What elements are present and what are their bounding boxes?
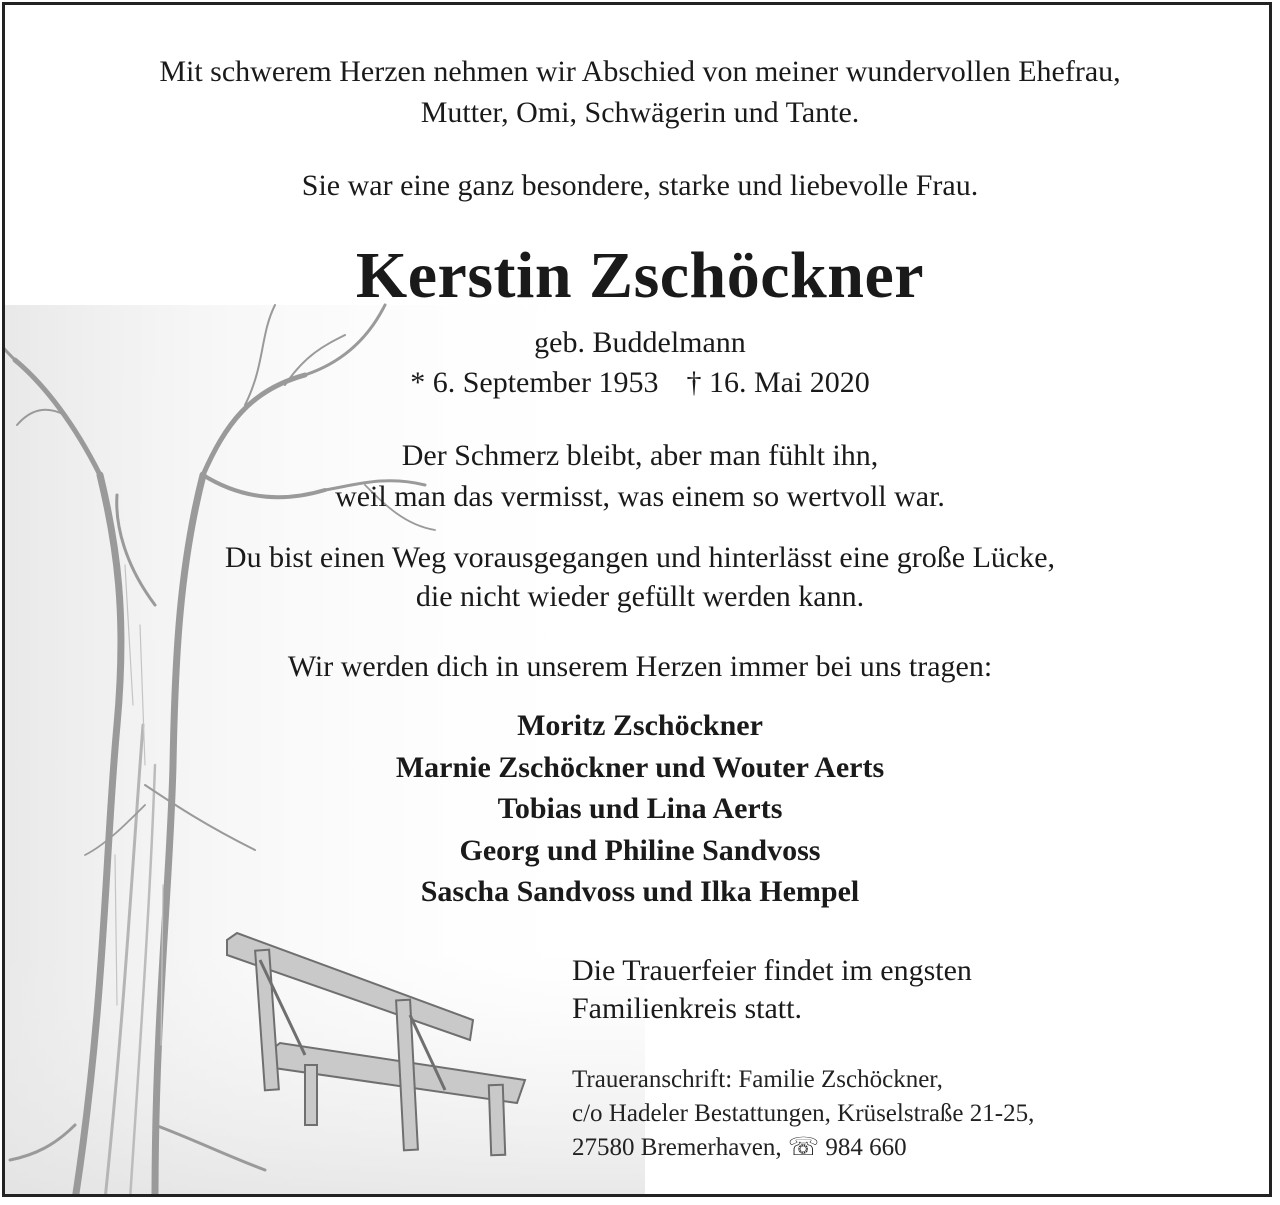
verse-two bbox=[5, 538, 1272, 616]
ceremony-line: Familienkreis statt. bbox=[572, 992, 802, 1025]
address-line: Traueranschrift: Familie Zschöckner, bbox=[572, 1066, 943, 1093]
mourning-address bbox=[572, 1063, 1034, 1165]
intro-line: Mutter, Omi, Schwägerin und Tante. bbox=[420, 96, 860, 129]
death-date: † 16. Mai 2020 bbox=[686, 366, 870, 399]
address-line: c/o Hadeler Bestattungen, Krüselstraße 21-25, bbox=[572, 1100, 1035, 1127]
obituary-frame bbox=[2, 2, 1272, 1197]
obituary-text bbox=[5, 5, 1272, 1197]
mourner-name: Georg und Philine Sandvoss bbox=[459, 833, 821, 867]
verse-line: weil man das vermisst, was einem so wertvoll war. bbox=[335, 480, 945, 513]
verse-three: Wir werden dich in unserem Herzen immer bei uns tragen: bbox=[287, 650, 993, 683]
mourner-name: Moritz Zschöckner bbox=[517, 709, 763, 742]
tribute-line: Sie war eine ganz besondere, starke und liebevolle Frau. bbox=[301, 169, 979, 202]
intro-line: Mit schwerem Herzen nehmen wir Abschied von meiner wundervollen Ehefrau, bbox=[159, 55, 1121, 88]
verse-line: die nicht wieder gefüllt werden kann. bbox=[415, 580, 865, 613]
intro-text bbox=[5, 51, 1272, 133]
ceremony-line: Die Trauerfeier findet im engsten bbox=[572, 954, 972, 987]
mourner-name: Marnie Zschöckner und Wouter Aerts bbox=[395, 750, 885, 784]
life-dates bbox=[5, 364, 1272, 402]
mourner-name: Sascha Sandvoss und Ilka Hempel bbox=[420, 875, 860, 908]
deceased-name: Kerstin Zschöckner bbox=[355, 239, 925, 312]
mourners-list bbox=[5, 705, 1272, 913]
birth-date: * 6. September 1953 bbox=[410, 366, 659, 399]
address-line: 27580 Bremerhaven, ☏ 984 660 bbox=[572, 1134, 907, 1161]
birth-name: geb. Buddelmann bbox=[534, 326, 746, 359]
ceremony-note bbox=[572, 952, 972, 1028]
verse-one bbox=[5, 435, 1272, 517]
verse-line: Der Schmerz bleibt, aber man fühlt ihn, bbox=[401, 439, 879, 472]
mourner-name: Tobias und Lina Aerts bbox=[497, 792, 783, 825]
verse-line: Du bist einen Weg vorausgegangen und hinterlässt eine große Lücke, bbox=[224, 541, 1056, 574]
